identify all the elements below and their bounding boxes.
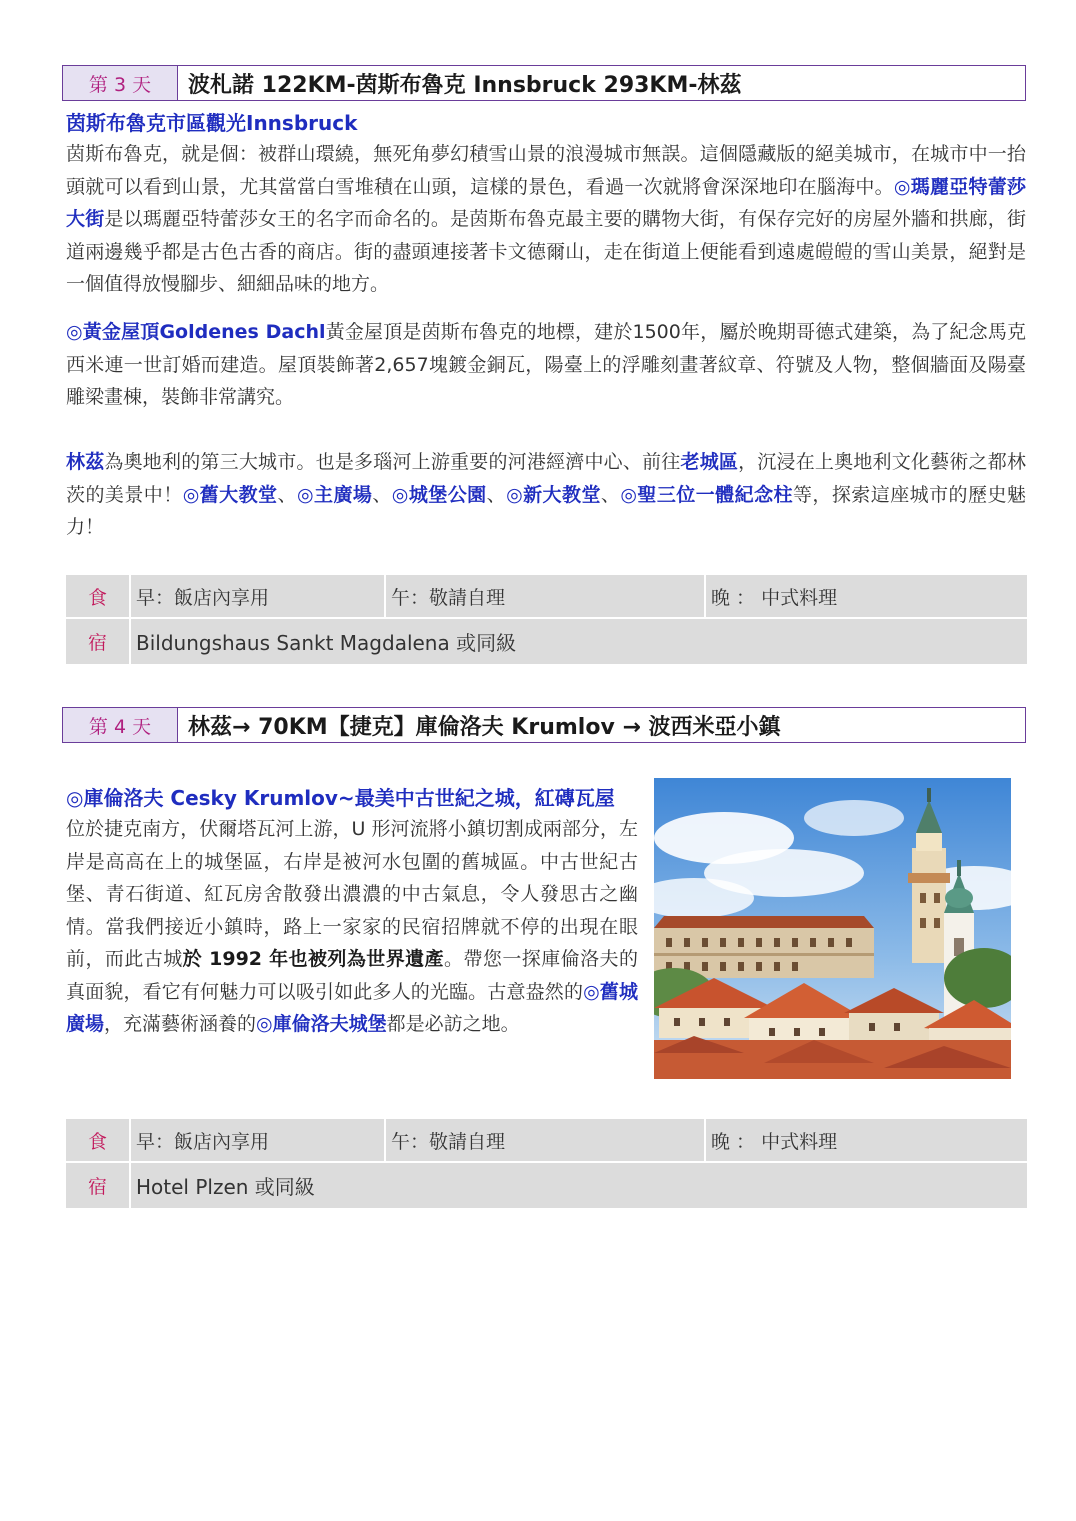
day3-header [62,65,1026,101]
highlight-new-cathedral: ◎新大教堂 [506,483,601,506]
day4-meal-table [66,1119,1027,1210]
dinner-cell: 晚 ： 中式料理 [704,1119,1027,1163]
highlight-krumlov-castle: ◎庫倫洛夫城堡 [256,1013,387,1035]
text: 是以瑪麗亞特蕾莎女王的名字而命名的。是茵斯布魯克最主要的購物大街，有保存完好的房屋外牆和拱廊，街道兩邊幾乎都是古色古香的商店。街的盡頭連接著卡文德爾山，走在街道上便能看到遠處皚皚的雪山美景，絕對是一個值得放慢腳步、細細品味的地方。 [66,208,1026,295]
hotel-cell: Hotel Plzen 或同級 [129,1163,1027,1210]
day4-label: 第 4 天 [63,708,178,742]
highlight-linz: 林茲 [66,451,105,473]
day3-paragraph-innsbruck [66,138,1026,301]
text: 黃金屋頂是茵斯布魯克的地標，建於1500年，屬於晚期哥德式建築，為了紀念馬克西米連一世訂婚而建造。屋頂裝飾著2,657塊鍍金銅瓦，陽臺上的浮雕刻畫著紋章、符號及人物，整個牆面及陽臺雕梁畫棟，裝飾非常講究。 [66,321,1026,408]
day3-paragraph-linz [66,446,1026,544]
text: ，沉浸在上奧地利文化藝術之都林茨的美景中！ [66,451,1026,506]
breakfast-cell: 早：飯店內享用 [129,1119,384,1163]
text: 。帶您一探庫倫洛夫的真面貌，看它有何魅力可以吸引如此多人的光臨。古意盎然的 [66,948,638,1003]
day4-section-heading: ◎庫倫洛夫 Cesky Krumlov~最美中古世紀之城，紅磚瓦屋 [66,786,615,810]
meal-label: 食 [66,575,129,619]
dinner-cell: 晚 ： 中式料理 [704,575,1027,619]
highlight-main-square: ◎主廣場 [296,483,373,506]
day3-meal-table [66,575,1027,666]
separator: 、 [372,483,392,506]
highlight-trinity-column: ◎聖三位一體紀念柱 [620,483,793,506]
separator: 、 [600,483,621,506]
world-heritage-text: 於 1992 年也被列為世界遺產 [182,948,445,970]
text: 為奧地利的第三大城市。也是多瑙河上游重要的河港經濟中心、前往 [104,451,681,473]
day3-label: 第 3 天 [63,66,178,100]
stay-label: 宿 [66,1163,129,1210]
stay-label: 宿 [66,619,129,666]
hotel-cell: Bildungshaus Sankt Magdalena 或同級 [129,619,1027,666]
highlight-maria-theresien-strasse: ◎瑪麗亞特蕾莎大街 [66,175,1026,230]
breakfast-cell: 早：飯店內享用 [129,575,384,619]
day4-title: 林茲→ 70KM【捷克】庫倫洛夫 Krumlov → 波西米亞小鎮 [188,714,781,740]
text: 茵斯布魯克，就是個：被群山環繞，無死角夢幻積雪山景的浪漫城市無誤。這個隱藏版的絕美城市，在城市中一抬頭就可以看到山景，尤其當當白雪堆積在山頭，這樣的景色，看過一次就將會深深地印在腦海中。 [66,143,1026,198]
highlight-old-town: 老城區 [680,451,739,473]
day3-title: 波札諾 122KM-茵斯布魯克 Innsbruck 293KM-林茲 [188,72,742,98]
day4-header [62,707,1026,743]
day3-section-heading: 茵斯布魯克市區觀光Innsbruck [66,111,358,135]
stay-row [66,1163,1027,1210]
text: 等，探索這座城市的歷史魅力！ [66,483,1026,538]
meal-row [66,1119,1027,1163]
highlight-castle-park: ◎城堡公園 [391,483,487,506]
lunch-cell: 午：敬請自理 [384,1119,704,1163]
highlight-old-cathedral: ◎舊大教堂 [182,483,278,506]
stay-row [66,619,1027,666]
day4-paragraph-krumlov [66,813,638,1041]
highlight-old-town-square: ◎舊城廣場 [66,980,638,1035]
text: 都是必訪之地。 [386,1013,520,1035]
text: ，充滿藝術涵養的 [104,1013,257,1035]
meal-row [66,575,1027,619]
lunch-cell: 午：敬請自理 [384,575,704,619]
separator: 、 [277,483,297,506]
day3-paragraph-golden-roof [66,316,1026,414]
krumlov-photo [654,778,1011,1079]
separator: 、 [486,483,507,506]
meal-label: 食 [66,1119,129,1163]
text: 位於捷克南方，伏爾塔瓦河上游，U 形河流將小鎮切割成兩部分，左岸是高高在上的城堡區，右岸是被河水包圍的舊城區。中古世紀古堡、青石街道、紅瓦房舍散發出濃濃的中古氣息，令人發思古之幽情。當我們接近小鎮時，路上一家家的民宿招牌就不停的出現在眼前，而此古城 [66,818,638,970]
highlight-golden-roof: ◎黃金屋頂Goldenes Dachl [66,321,326,343]
